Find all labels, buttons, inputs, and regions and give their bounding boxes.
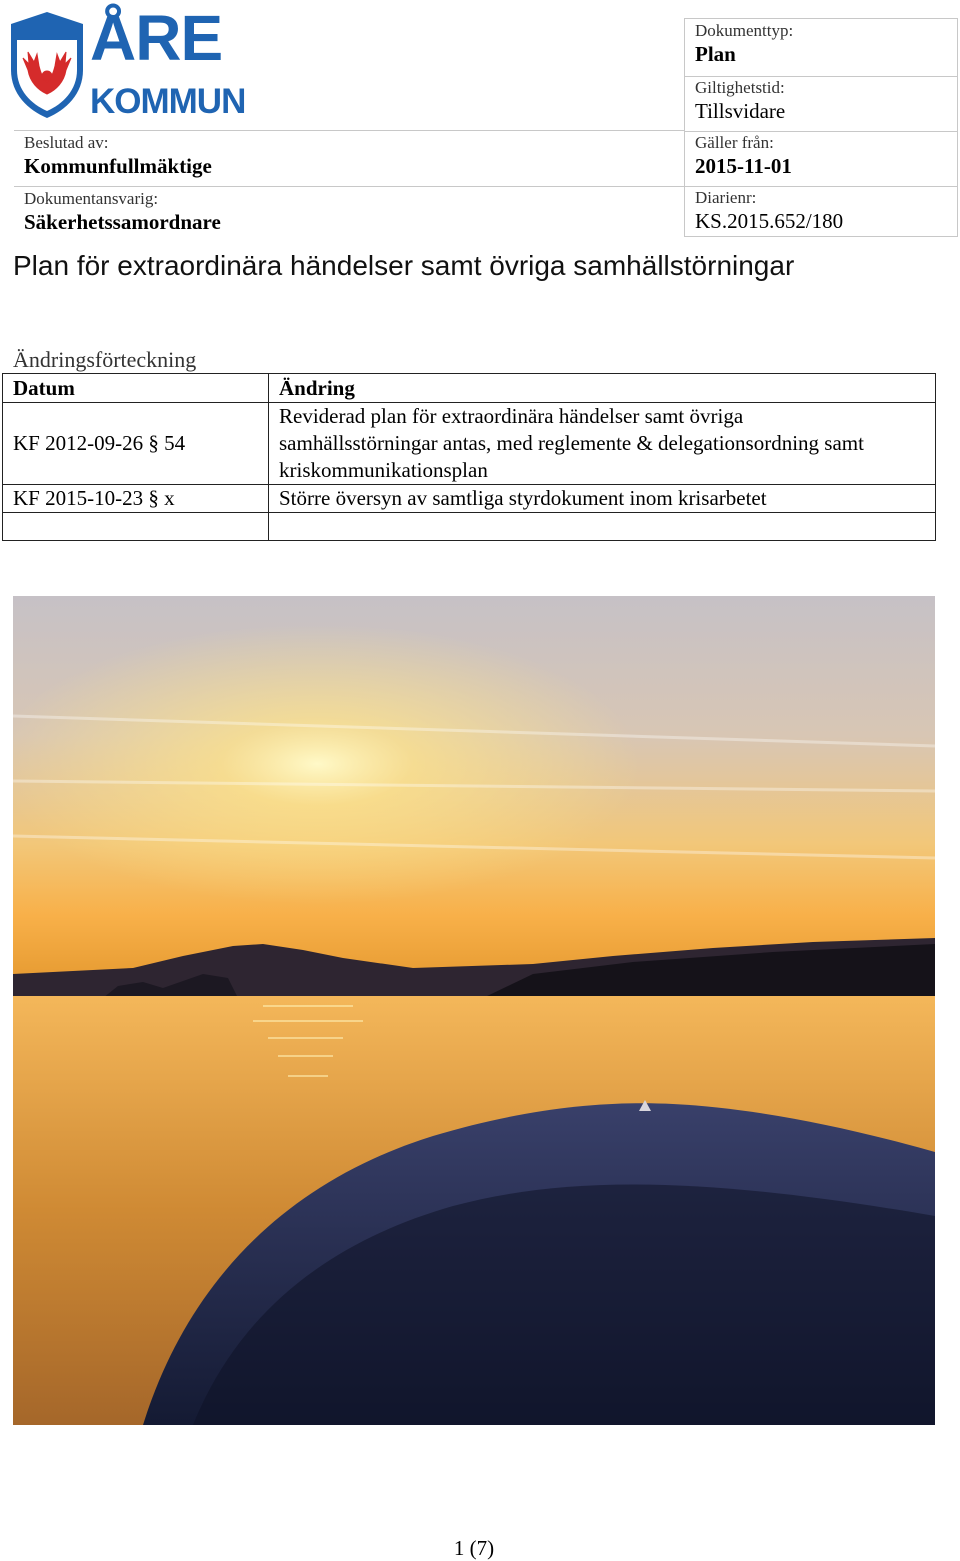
kommun-logo	[8, 4, 260, 122]
meta-beslutad	[14, 130, 684, 186]
changelog-heading: Ändringsförteckning	[13, 347, 197, 372]
cell-empty	[3, 513, 269, 541]
ansvarig-value: Säkerhetssamordnare	[24, 210, 221, 234]
typ-value: Plan	[695, 42, 736, 66]
giltighet-label: Giltighetstid:	[695, 78, 785, 97]
cell-date: KF 2012-09-26 § 54	[3, 403, 269, 485]
table-row	[3, 403, 936, 485]
beslutad-value: Kommunfullmäktige	[24, 154, 212, 178]
cell-change: Reviderad plan för extraordinära händelser samt övriga samhällsstörningar antas, med reglemente & delegationsordning samt kriskommunikationsplan	[269, 403, 936, 485]
document-title: Plan för extraordinära händelser samt övriga samhällstörningar	[13, 250, 795, 281]
meta-dokumentansvarig	[14, 186, 684, 238]
logo-text-are: ÅRE	[90, 2, 223, 74]
beslutad-label: Beslutad av:	[24, 133, 109, 152]
table-row	[3, 485, 936, 513]
diarienr-value: KS.2015.652/180	[695, 209, 844, 233]
meta-galler-fran	[695, 133, 957, 179]
cell-empty	[269, 513, 936, 541]
galler-value: 2015-11-01	[695, 154, 792, 178]
ansvarig-label: Dokumentansvarig:	[24, 189, 159, 208]
typ-label: Dokumenttyp:	[695, 21, 794, 40]
cell-change: Större översyn av samtliga styrdokument inom krisarbetet	[269, 485, 936, 513]
meta-box-right	[684, 18, 958, 237]
table-row-empty	[3, 513, 936, 541]
sunset-lake-boat-photo	[13, 596, 935, 1425]
meta-diarienr	[695, 188, 957, 234]
table-header-row	[3, 374, 936, 403]
meta-divider	[685, 131, 957, 132]
page-number: 1 (7)	[453, 1536, 495, 1560]
cover-photo	[13, 596, 935, 1425]
meta-dokumenttyp	[695, 21, 957, 67]
column-header-andring: Ändring	[269, 374, 936, 403]
cell-date: KF 2015-10-23 § x	[3, 485, 269, 513]
changelog-table	[2, 373, 936, 541]
meta-divider	[685, 76, 957, 77]
column-header-datum: Datum	[3, 374, 269, 403]
diarienr-label: Diarienr:	[695, 188, 757, 207]
coat-of-arms-icon	[8, 6, 86, 120]
meta-divider	[685, 186, 957, 187]
meta-giltighetstid	[695, 78, 957, 124]
galler-label: Gäller från:	[695, 133, 774, 152]
logo-text-kommun: KOMMUN	[90, 82, 246, 121]
giltighet-value: Tillsvidare	[695, 99, 786, 123]
